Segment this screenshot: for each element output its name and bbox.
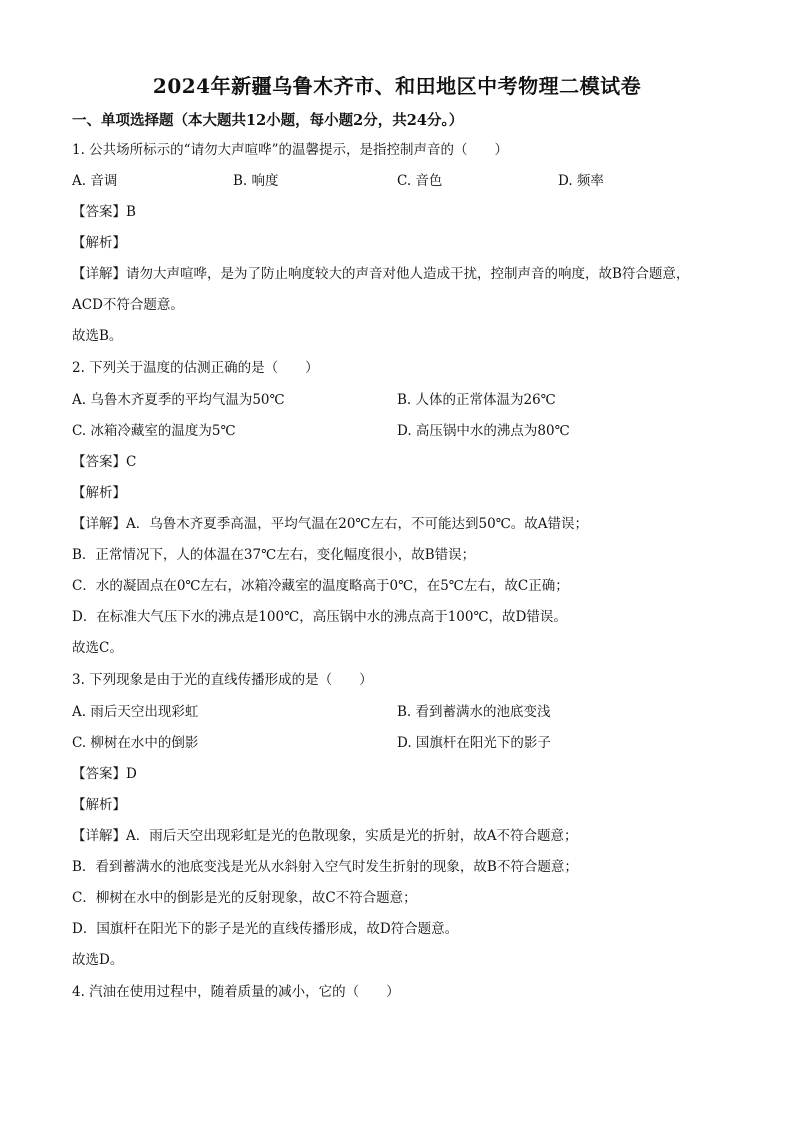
question-3-answer <box>72 765 137 783</box>
detail-text: A．乌鲁木齐夏季高温，平均气温在20℃左右，不可能达到50℃。故A错误； <box>126 516 589 532</box>
answer-label: 【答案】 <box>72 454 126 470</box>
question-3-option-a: A. 雨后天空出现彩虹 <box>72 704 199 720</box>
question-1-option-a: A. 音调 <box>72 173 118 189</box>
question-3-detail-line <box>72 827 578 845</box>
question-3-detail-line: B．看到蓄满水的池底变浅是光从水斜射入空气时发生折射的现象，故B不符合题意； <box>72 859 578 875</box>
question-1-analysis-label <box>72 234 126 252</box>
analysis-label: 【解析】 <box>72 485 126 501</box>
question-1-detail-line: ACD不符合题意。 <box>72 297 184 313</box>
answer-label: 【答案】 <box>72 766 126 782</box>
question-3-detail-line: D．国旗杆在阳光下的影子是光的直线传播形成，故D符合题意。 <box>72 921 459 937</box>
answer-value: D <box>126 766 137 782</box>
question-1-answer <box>72 203 136 221</box>
question-3-option-b: B. 看到蓄满水的池底变浅 <box>397 704 551 720</box>
detail-label: 【详解】 <box>72 266 126 282</box>
question-3-option-d: D. 国旗杆在阳光下的影子 <box>397 735 551 751</box>
question-1-stem: 1. 公共场所标示的“请勿大声喧哗”的温馨提示，是指控制声音的（ ） <box>72 142 508 158</box>
question-1-option-d: D. 频率 <box>558 173 604 189</box>
question-2-detail-line: B．正常情况下，人的体温在37℃左右，变化幅度很小，故B错误； <box>72 547 476 563</box>
question-2-option-d: D. 高压锅中水的沸点为80℃ <box>397 423 570 439</box>
question-3-analysis-label <box>72 796 126 814</box>
question-3-conclusion: 故选D。 <box>72 952 124 968</box>
detail-label: 【详解】 <box>72 516 126 532</box>
answer-value: C <box>126 454 137 470</box>
question-1-detail-line <box>72 265 689 283</box>
detail-text: A．雨后天空出现彩虹是光的色散现象，实质是光的折射，故A不符合题意； <box>126 828 578 844</box>
question-2-conclusion: 故选C。 <box>72 640 123 656</box>
question-2-stem: 2. 下列关于温度的估测正确的是（ ） <box>72 360 319 376</box>
question-1-option-b: B. 响度 <box>233 173 279 189</box>
detail-text: 请勿大声喧哗，是为了防止响度较大的声音对他人造成干扰，控制声音的响度，故B符合题意， <box>126 266 690 282</box>
detail-label: 【详解】 <box>72 828 126 844</box>
question-2-option-c: C. 冰箱冷藏室的温度为5℃ <box>72 423 236 439</box>
question-3-detail-line: C．柳树在水中的倒影是光的反射现象，故C不符合题意； <box>72 890 417 906</box>
question-1-option-c: C. 音色 <box>397 173 443 189</box>
question-2-answer <box>72 453 136 471</box>
question-2-detail-line: C．水的凝固点在0℃左右，冰箱冷藏室的温度略高于0℃，在5℃左右，故C正确； <box>72 578 569 594</box>
section-heading: 一、单项选择题（本大题共12小题，每小题2分，共24分。） <box>72 112 464 129</box>
question-3-option-c: C. 柳树在水中的倒影 <box>72 735 199 751</box>
question-2-analysis-label <box>72 484 126 502</box>
question-2-detail-line <box>72 515 588 533</box>
question-3-stem: 3. 下列现象是由于光的直线传播形成的是（ ） <box>72 672 373 688</box>
question-2-detail-line: D．在标准大气压下水的沸点是100℃，高压锅中水的沸点高于100℃，故D错误。 <box>72 609 567 625</box>
question-2-option-a: A. 乌鲁木齐夏季的平均气温为50℃ <box>72 392 285 408</box>
question-2-option-b: B. 人体的正常体温为26℃ <box>397 392 556 408</box>
answer-label: 【答案】 <box>72 204 126 220</box>
question-4-stem: 4. 汽油在使用过程中，随着质量的减小，它的（ ） <box>72 984 400 1000</box>
answer-value: B <box>126 204 136 220</box>
analysis-label: 【解析】 <box>72 797 126 813</box>
question-1-conclusion: 故选B。 <box>72 328 123 344</box>
analysis-label: 【解析】 <box>72 235 126 251</box>
page-title: 2024年新疆乌鲁木齐市、和田地区中考物理二模试卷 <box>152 74 642 98</box>
